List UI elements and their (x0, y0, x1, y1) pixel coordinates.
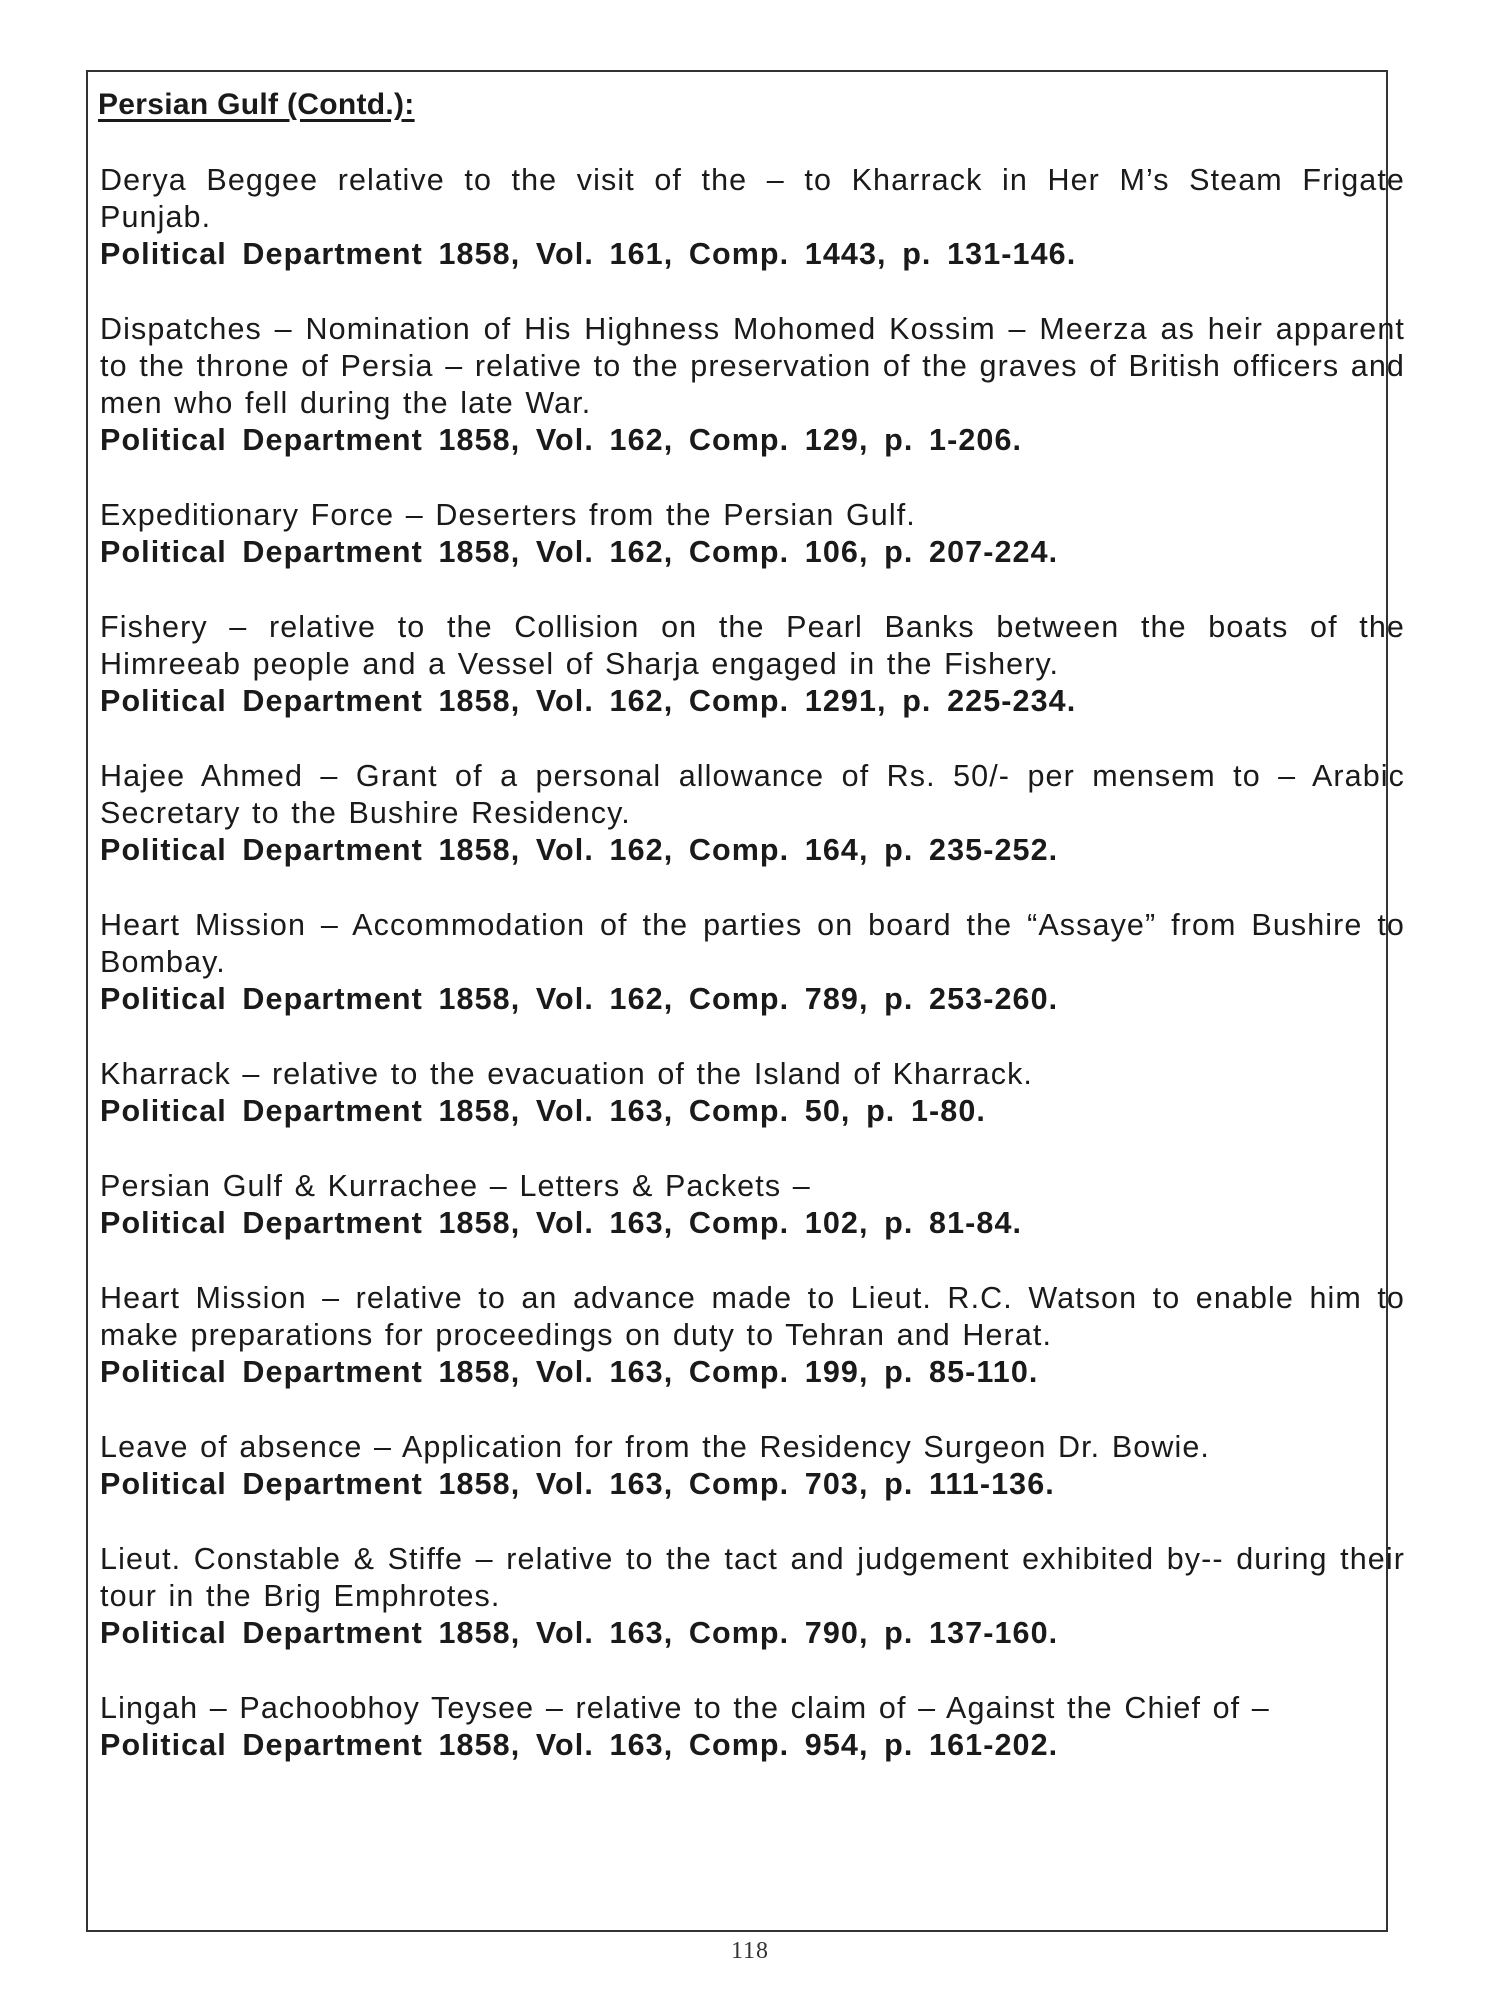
entry-description: Hajee Ahmed – Grant of a personal allowance of Rs. 50/- per mensem to – Arabic Secretary to the Bushire Residency. (100, 759, 1405, 830)
list-item (100, 1056, 1405, 1130)
list-item (100, 1429, 1405, 1503)
list-item (100, 907, 1405, 1018)
entry-reference: Political Department 1858, Vol. 162, Comp. 164, p. 235-252. (100, 833, 1059, 867)
entry-reference: Political Department 1858, Vol. 163, Comp. 102, p. 81-84. (100, 1206, 1023, 1240)
page-number: 118 (730, 1938, 770, 1964)
list-item (100, 1280, 1405, 1391)
entry-description: Persian Gulf & Kurrachee – Letters & Packets – (100, 1169, 811, 1203)
entry-reference: Political Department 1858, Vol. 163, Comp. 954, p. 161-202. (100, 1728, 1059, 1762)
entry-description: Dispatches – Nomination of His Highness Mohomed Kossim – Meerza as heir apparent to the throne of Persia – relative to the preservation of the graves of British officers and men who fell during the late War. (100, 312, 1405, 420)
entry-reference: Political Department 1858, Vol. 163, Comp. 50, p. 1-80. (100, 1094, 986, 1128)
list-item (100, 1690, 1405, 1764)
list-item (100, 609, 1405, 720)
page-heading: Persian Gulf (Contd.): (98, 88, 415, 121)
list-item (100, 311, 1405, 459)
entry-reference: Political Department 1858, Vol. 163, Comp. 790, p. 137-160. (100, 1616, 1059, 1650)
entry-description: Leave of absence – Application for from the Residency Surgeon Dr. Bowie. (100, 1430, 1210, 1464)
entry-list (100, 162, 1405, 1802)
entry-description: Kharrack – relative to the evacuation of the Island of Kharrack. (100, 1057, 1034, 1091)
list-item (100, 1168, 1405, 1242)
entry-description: Lieut. Constable & Stiffe – relative to the tact and judgement exhibited by-- during their tour in the Brig Emphrotes. (100, 1542, 1405, 1613)
entry-description: Lingah – Pachoobhoy Teysee – relative to the claim of – Against the Chief of – (100, 1691, 1270, 1725)
entry-description: Heart Mission – relative to an advance made to Lieut. R.C. Watson to enable him to make preparations for proceedings on duty to Tehran and Herat. (100, 1281, 1405, 1352)
entry-description: Heart Mission – Accommodation of the parties on board the “Assaye” from Bushire to Bombay. (100, 908, 1405, 979)
entry-description: Fishery – relative to the Collision on the Pearl Banks between the boats of the Himreeab people and a Vessel of Sharja engaged in the Fishery. (100, 610, 1405, 681)
entry-description: Derya Beggee relative to the visit of the – to Kharrack in Her M’s Steam Frigate Punjab. (100, 163, 1405, 234)
list-item (100, 758, 1405, 869)
entry-reference: Political Department 1858, Vol. 161, Comp. 1443, p. 131-146. (100, 237, 1077, 271)
entry-reference: Political Department 1858, Vol. 163, Comp. 199, p. 85-110. (100, 1355, 1039, 1389)
list-item (100, 497, 1405, 571)
entry-description: Expeditionary Force – Deserters from the Persian Gulf. (100, 498, 916, 532)
list-item (100, 162, 1405, 273)
entry-reference: Political Department 1858, Vol. 162, Comp. 106, p. 207-224. (100, 535, 1059, 569)
entry-reference: Political Department 1858, Vol. 162, Comp. 1291, p. 225-234. (100, 684, 1077, 718)
entry-reference: Political Department 1858, Vol. 162, Comp. 789, p. 253-260. (100, 982, 1059, 1016)
list-item (100, 1541, 1405, 1652)
entry-reference: Political Department 1858, Vol. 163, Comp. 703, p. 111-136. (100, 1467, 1055, 1501)
entry-reference: Political Department 1858, Vol. 162, Comp. 129, p. 1-206. (100, 423, 1023, 457)
